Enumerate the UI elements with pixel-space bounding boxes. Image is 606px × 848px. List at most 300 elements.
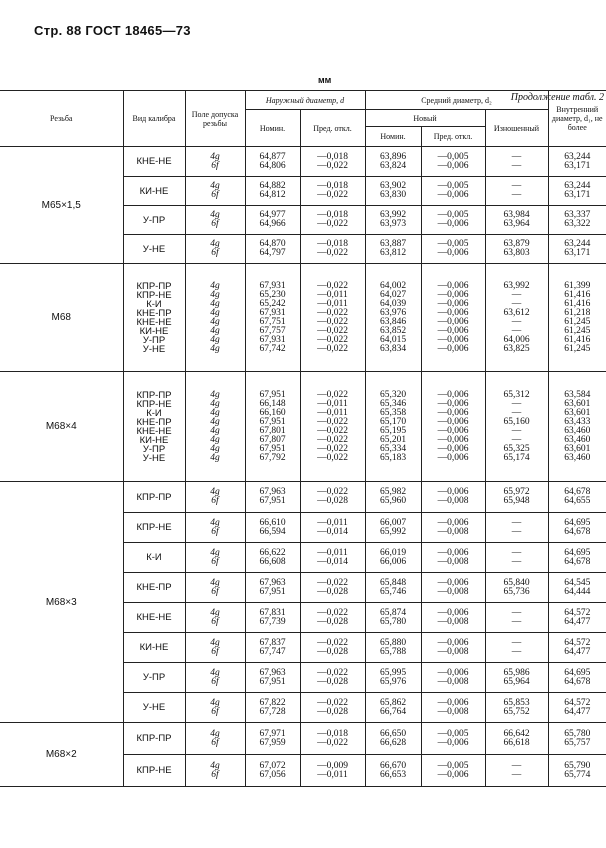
md-value: —0,005 [437,181,469,191]
tol-value: 6f [211,190,219,200]
mn-value: 65,862 [379,697,407,708]
mw-cell [485,206,548,235]
od-value: —0,022 [317,667,348,678]
kind-value: КПР-ПР [136,389,172,401]
kind-value: У-НЕ [142,452,166,464]
mn-value: 64,027 [379,289,407,300]
md-value: —0,006 [437,737,469,748]
mw-value: — [511,407,522,418]
md-cell [421,633,485,663]
tol-value: 6f [211,526,219,537]
tol-value: 6f [211,556,219,567]
mn-cell [365,573,421,603]
col-mid: Средний диаметр, d₂ [365,91,548,110]
od-value: —0,018 [317,239,348,249]
tol-value: 6f [211,769,219,780]
mn-value: 63,976 [379,307,407,318]
mw-value: 66,642 [503,728,530,739]
inn-value: 63,322 [564,219,591,229]
mn-value: 64,039 [379,298,407,309]
tol-cell [185,482,245,513]
mn-value: 65,874 [379,607,407,618]
mw-cell [485,513,548,543]
inn-cell [548,235,606,264]
inn-value: 65,780 [564,728,591,739]
inn-value: 63,337 [564,210,591,220]
od-value: —0,018 [317,210,348,220]
kind-cell [123,482,185,513]
inn-value: 64,678 [564,676,591,687]
inn-value: 61,416 [564,298,591,309]
mn-cell [365,264,421,372]
md-value: —0,008 [437,646,469,657]
tol-cell [185,543,245,573]
tol-cell [185,513,245,543]
md-value: —0,006 [437,443,469,454]
inn-value: 61,245 [564,316,591,327]
on-cell [245,482,300,513]
mw-value: — [511,298,522,309]
od-value: —0,018 [317,151,348,162]
on-value: 67,822 [259,697,286,708]
on-cell [245,633,300,663]
od-value: —0,022 [317,637,348,648]
inn-value: 64,477 [564,646,591,657]
mn-cell [365,633,421,663]
od-value: —0,022 [317,737,348,748]
mn-value: 65,170 [379,416,407,427]
mn-value: 63,887 [379,239,407,249]
tol-value: 6f [211,586,219,597]
md-value: —0,005 [437,728,469,739]
on-value: 67,757 [259,325,286,336]
od-value: —0,022 [317,190,348,200]
on-value: 67,951 [259,389,286,400]
on-value: 66,148 [259,398,286,409]
mn-value: 64,002 [379,280,407,291]
gauge-table [0,90,606,787]
od-value: —0,011 [317,769,348,780]
inn-cell [548,693,606,723]
mn-value: 63,902 [379,181,407,191]
col-mid-dev: Пред. откл. [421,127,485,147]
kind-value: КНЕ-НЕ [136,425,172,437]
mw-cell [485,147,548,177]
inn-cell [548,723,606,755]
inn-cell [548,372,606,482]
mn-cell [365,147,421,177]
od-value: —0,022 [317,487,348,497]
tol-value: 4g [210,443,220,454]
on-cell [245,372,300,482]
on-value: 67,801 [259,425,286,436]
mw-value: — [511,160,522,171]
tol-value: 4g [210,607,220,618]
od-value: —0,018 [317,181,348,191]
md-cell [421,177,485,206]
mn-value: 65,320 [379,389,407,400]
inn-value: 63,460 [564,452,591,463]
od-value: —0,011 [317,398,348,409]
on-value: 64,797 [259,248,286,258]
mn-value: 66,006 [379,556,407,567]
col-tolerance: Поле допуска резьбы [185,91,245,147]
od-value: —0,028 [317,706,348,717]
mn-value: 65,201 [379,434,407,445]
on-value: 66,610 [259,517,286,528]
md-value: —0,008 [437,556,469,567]
kind-value: У-ПР [142,334,166,346]
mw-value: 65,752 [503,706,530,717]
on-value: 66,608 [259,556,286,567]
mw-value: — [511,526,522,537]
on-value: 67,971 [259,728,286,739]
kind-cell [123,372,185,482]
table-row [0,482,606,513]
col-outer: Наружный диаметр, d [245,91,365,110]
kind-value: У-НЕ [142,343,166,355]
inn-cell [548,264,606,372]
md-cell [421,723,485,755]
on-value: 67,739 [259,616,286,627]
mw-value: — [511,616,522,627]
mw-value: — [511,556,522,567]
od-cell [300,723,365,755]
mn-value: 63,992 [379,210,407,220]
inn-value: 64,655 [564,496,591,506]
kind-value: КНЕ-ПР [136,307,172,319]
thread-cell: M65×1,5 [0,147,123,264]
mw-value: 65,174 [503,452,530,463]
mw-value: 65,853 [503,697,530,708]
inn-value: 61,218 [564,307,591,318]
table-row [0,147,606,177]
inn-value: 64,572 [564,607,591,618]
inn-value: 63,433 [564,416,591,427]
od-value: —0,022 [317,316,348,327]
md-value: —0,006 [437,607,469,618]
kind-cell [123,177,185,206]
kind-value: КИ-НЕ [139,325,169,337]
od-value: —0,022 [317,343,348,354]
tol-value: 4g [210,667,220,678]
inn-cell [548,573,606,603]
mw-value: 63,879 [503,239,530,249]
od-value: —0,022 [317,389,348,400]
tol-value: 6f [211,676,219,687]
mn-value: 66,019 [379,547,407,558]
on-value: 67,837 [259,637,286,648]
md-value: —0,006 [437,343,469,354]
inn-cell [548,513,606,543]
on-value: 67,951 [259,496,286,506]
tol-value: 4g [210,239,220,249]
md-value: —0,006 [437,452,469,463]
col-mid-new: Новый [365,110,485,127]
mn-value: 63,896 [379,151,407,162]
md-value: —0,006 [437,325,469,336]
on-value: 67,931 [259,280,286,291]
md-value: —0,006 [437,697,469,708]
table-row [0,723,606,755]
kind-value: КНЕ-ПР [136,582,172,593]
mn-cell [365,206,421,235]
tol-value: 4g [210,637,220,648]
on-value: 67,056 [259,769,286,780]
on-value: 64,812 [259,190,286,200]
tol-cell [185,723,245,755]
md-cell [421,603,485,633]
thread-cell: M68×2 [0,723,123,787]
tol-cell [185,177,245,206]
kind-value: КНЕ-НЕ [136,156,172,167]
tol-value: 6f [211,219,219,229]
mw-value: — [511,607,522,618]
mw-value: 65,840 [503,577,530,588]
inn-value: 61,245 [564,343,591,354]
od-cell [300,147,365,177]
kind-cell [123,663,185,693]
md-value: —0,006 [437,280,469,291]
on-value: 67,951 [259,416,286,427]
mw-value: — [511,181,522,191]
inn-cell [548,206,606,235]
md-cell [421,573,485,603]
md-value: —0,006 [437,487,469,497]
mn-cell [365,693,421,723]
kind-value: У-НЕ [142,702,166,713]
on-value: 66,622 [259,547,286,558]
tol-cell [185,663,245,693]
md-value: —0,006 [437,434,469,445]
thread-cell: M68 [0,264,123,372]
mw-cell [485,723,548,755]
on-cell [245,235,300,264]
thread-cell: M68×3 [0,482,123,723]
mn-value: 65,746 [379,586,407,597]
on-value: 67,807 [259,434,286,445]
col-mid-nom: Номин. [365,127,421,147]
tol-value: 4g [210,728,220,739]
on-value: 65,242 [259,298,286,309]
md-value: —0,005 [437,239,469,249]
tol-value: 4g [210,547,220,558]
on-cell [245,755,300,787]
inn-cell [548,663,606,693]
inn-cell [548,482,606,513]
od-value: —0,028 [317,586,348,597]
inn-value: 64,678 [564,487,591,497]
mw-value: — [511,398,522,409]
tol-value: 4g [210,210,220,220]
inn-value: 61,416 [564,289,591,300]
tol-value: 4g [210,407,220,418]
mn-value: 65,848 [379,577,407,588]
on-cell [245,177,300,206]
mw-value: — [511,190,522,200]
mn-value: 66,628 [379,737,407,748]
mw-value: — [511,769,522,780]
mw-cell [485,693,548,723]
mn-value: 65,880 [379,637,407,648]
md-value: —0,005 [437,151,469,162]
kind-cell [123,755,185,787]
mw-value: 65,736 [503,586,530,597]
kind-value: КПР-ПР [136,733,172,744]
inn-value: 63,601 [564,407,591,418]
od-value: —0,011 [317,407,348,418]
md-cell [421,663,485,693]
tol-value: 4g [210,517,220,528]
on-value: 67,072 [259,760,286,771]
od-value: —0,011 [317,298,348,309]
md-cell [421,482,485,513]
tol-value: 6f [211,248,219,258]
inn-value: 61,416 [564,334,591,345]
mn-cell [365,235,421,264]
md-cell [421,147,485,177]
mn-value: 65,346 [379,398,407,409]
md-value: —0,006 [437,398,469,409]
tol-value: 4g [210,298,220,309]
tol-value: 4g [210,151,220,162]
on-value: 64,806 [259,160,286,171]
md-value: —0,006 [437,547,469,558]
md-value: —0,006 [437,577,469,588]
mw-value: 65,325 [503,443,530,454]
md-cell [421,372,485,482]
inn-cell [548,147,606,177]
mw-value: 63,803 [503,248,530,258]
mw-cell [485,264,548,372]
on-value: 64,966 [259,219,286,229]
mw-value: — [511,637,522,648]
mn-value: 63,830 [379,190,407,200]
mw-value: 65,972 [503,487,530,497]
tol-value: 4g [210,425,220,436]
tol-value: 4g [210,307,220,318]
mn-cell [365,177,421,206]
col-inner: Внутренний диаметр, d₁, не более [548,91,606,147]
od-value: —0,009 [317,760,348,771]
md-value: —0,008 [437,586,469,597]
mn-cell [365,482,421,513]
md-cell [421,513,485,543]
kind-cell [123,147,185,177]
md-cell [421,543,485,573]
tol-cell [185,235,245,264]
mn-value: 66,670 [379,760,407,771]
inn-value: 64,572 [564,697,591,708]
kind-cell [123,513,185,543]
md-value: —0,008 [437,616,469,627]
inn-value: 65,757 [564,737,591,748]
kind-cell [123,633,185,663]
kind-cell [123,206,185,235]
tol-value: 4g [210,334,220,345]
on-value: 67,742 [259,343,286,354]
mn-value: 65,960 [379,496,407,506]
on-value: 67,747 [259,646,286,657]
kind-value: У-ПР [142,214,166,226]
od-value: —0,014 [317,556,348,567]
tol-value: 4g [210,398,220,409]
mw-cell [485,633,548,663]
kind-cell [123,573,185,603]
tol-value: 4g [210,760,220,771]
mn-value: 63,834 [379,343,407,354]
inn-cell [548,755,606,787]
mw-cell [485,663,548,693]
mn-cell [365,663,421,693]
kind-value: КНЕ-НЕ [136,316,172,328]
od-value: —0,022 [317,697,348,708]
tol-cell [185,147,245,177]
on-cell [245,206,300,235]
mn-value: 63,846 [379,316,407,327]
md-value: —0,006 [437,289,469,300]
tol-value: 4g [210,181,220,191]
od-cell [300,206,365,235]
mw-value: 63,612 [503,307,530,318]
mn-cell [365,755,421,787]
mn-value: 65,195 [379,425,407,436]
od-value: —0,028 [317,496,348,506]
tol-value: 6f [211,160,219,171]
od-cell [300,264,365,372]
tol-value: 6f [211,706,219,717]
kind-cell [123,603,185,633]
md-value: —0,006 [437,190,469,200]
od-value: —0,022 [317,280,348,291]
mw-value: 65,948 [503,496,530,506]
mn-cell [365,372,421,482]
on-value: 64,877 [259,151,286,162]
inn-value: 63,171 [564,160,591,171]
kind-value: КПР-ПР [136,280,172,292]
od-value: —0,022 [317,443,348,454]
od-value: —0,014 [317,526,348,537]
od-cell [300,663,365,693]
od-value: —0,022 [317,434,348,445]
inn-value: 63,244 [564,239,591,249]
md-value: —0,006 [437,160,469,171]
mw-value: 63,984 [503,210,530,220]
mn-value: 65,995 [379,667,407,678]
kind-value: КПР-НЕ [136,289,172,301]
tol-value: 4g [210,389,220,400]
mn-cell [365,723,421,755]
mn-value: 63,973 [379,219,407,229]
md-value: —0,006 [437,637,469,648]
od-value: —0,022 [317,416,348,427]
od-value: —0,028 [317,616,348,627]
mw-cell [485,573,548,603]
inn-cell [548,543,606,573]
kind-cell [123,264,185,372]
mw-value: — [511,517,522,528]
kind-value: У-НЕ [142,243,166,255]
od-cell [300,372,365,482]
tol-value: 4g [210,487,220,497]
md-value: —0,005 [437,210,469,220]
mn-value: 66,653 [379,769,407,780]
col-outer-dev: Пред. откл. [300,110,365,147]
od-cell [300,235,365,264]
md-value: —0,008 [437,676,469,687]
mn-value: 65,992 [379,526,407,537]
kind-value: К-И [146,552,162,563]
